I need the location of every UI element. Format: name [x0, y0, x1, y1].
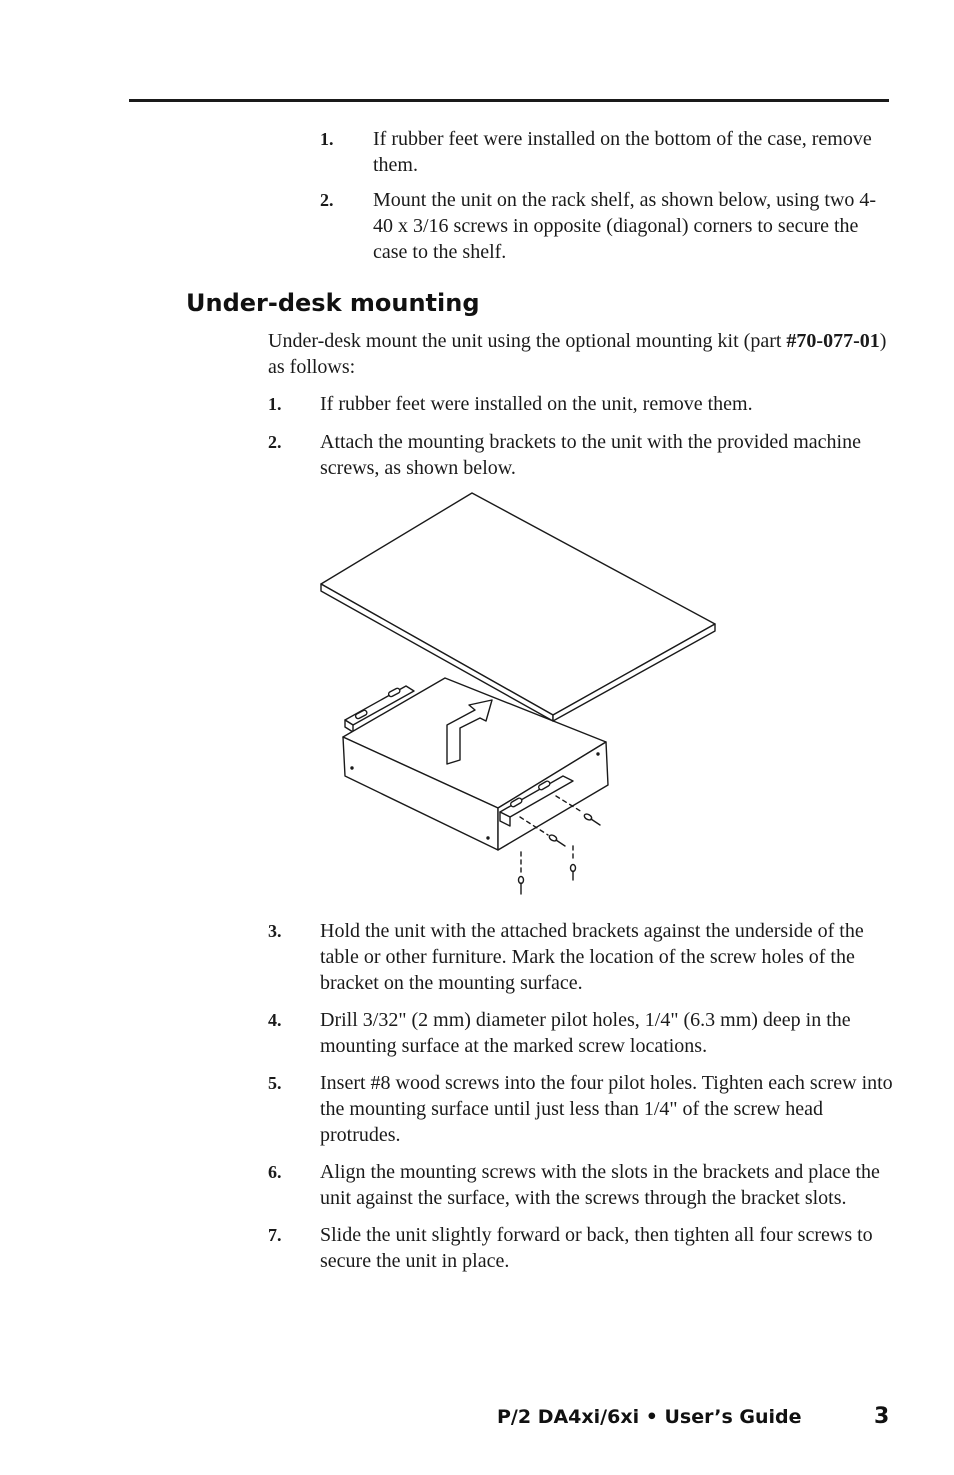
list-item [268, 1007, 893, 1059]
step-number: 3. [268, 921, 282, 941]
step-number: 6. [268, 1162, 282, 1182]
step-text: If rubber feet were installed on the bottom of the case, remove them. [373, 128, 872, 176]
rack-steps-list [320, 126, 895, 265]
list-item [268, 391, 893, 417]
page-number: 3 [874, 1404, 890, 1429]
step-text: Drill 3/32" (2 mm) diameter pilot holes, 1/4" (6.3 mm) deep in the mounting surface at the marked screw locations. [320, 1009, 851, 1057]
header-rule [129, 99, 889, 102]
step-text: Mount the unit on the rack shelf, as shown below, using two 4-40 x 3/16 screws in opposite (diagonal) corners to secure the case to the shelf. [373, 189, 877, 263]
screw-icon [519, 877, 524, 895]
step-number: 4. [268, 1010, 282, 1030]
step-text: Insert #8 wood screws into the four pilot holes. Tighten each screw into the mounting surface until just less than 1/4" of the screw head protrudes. [320, 1072, 893, 1146]
mounting-illustration [310, 490, 730, 905]
part-number: #70-077-01 [786, 330, 880, 352]
under-desk-steps-list [268, 391, 893, 481]
list-item [268, 429, 893, 481]
screw-icon [571, 865, 576, 881]
under-desk-steps-continued [268, 918, 893, 1274]
section-heading: Under-desk mounting [186, 289, 480, 317]
step-number: 2. [268, 432, 282, 452]
intro-text-end: ) as follows: [268, 330, 887, 378]
list-item [268, 1070, 893, 1148]
screw-icon [583, 813, 600, 825]
list-item [268, 1222, 893, 1274]
step-number: 7. [268, 1225, 282, 1245]
footer-guide-title: P/2 DA4xi/6xi • User’s Guide [497, 1406, 802, 1428]
section-intro [268, 328, 893, 380]
step-number: 2. [320, 190, 334, 210]
screw-icon [548, 834, 565, 846]
step-text: Slide the unit slightly forward or back, then tighten all four screws to secure the unit in place. [320, 1224, 873, 1272]
step-text: Attach the mounting brackets to the unit with the provided machine screws, as shown below. [320, 431, 861, 479]
step-text: Align the mounting screws with the slots in the brackets and place the unit against the surface, with the screws through the bracket slots. [320, 1161, 880, 1209]
list-item [268, 1159, 893, 1211]
tabletop [321, 493, 715, 721]
step-number: 1. [268, 394, 282, 414]
list-item [320, 126, 895, 178]
step-number: 5. [268, 1073, 282, 1093]
step-text: If rubber feet were installed on the unit, remove them. [320, 393, 753, 415]
intro-text: Under-desk mount the unit using the optional mounting kit (part [268, 330, 787, 352]
step-text: Hold the unit with the attached brackets against the underside of the table or other furniture. Mark the location of the screw holes of the bracket on the mounting surface. [320, 920, 864, 994]
step-number: 1. [320, 129, 334, 149]
list-item [268, 918, 893, 996]
list-item [320, 187, 895, 265]
